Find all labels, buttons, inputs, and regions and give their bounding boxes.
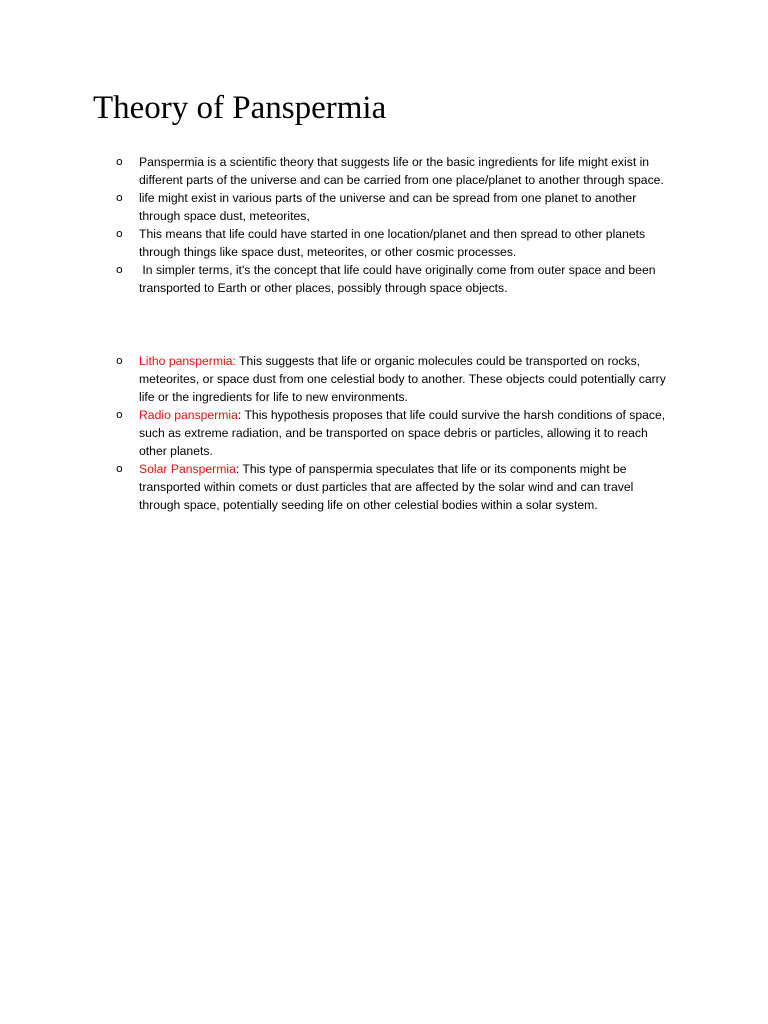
hollow-circle-bullet-icon: o — [116, 155, 123, 168]
term-description: This suggests that life or organic molecules could be transported on rocks, meteorites, or space dust from one celestial body to another. These objects could potentially carry life or the ingredients for life to new environments. — [139, 354, 666, 404]
hollow-circle-bullet-icon: o — [116, 263, 123, 276]
list-item-text: life might exist in various parts of the universe and can be spread from one planet to another through space dust, meteorites, — [139, 191, 637, 223]
hollow-circle-bullet-icon: o — [116, 227, 123, 240]
term-litho-panspermia: Litho panspermia: — [139, 354, 236, 368]
term-description: : This type of panspermia speculates that life or its components might be transported within comets or dust particles that are affected by the solar wind and can travel through space, potentially seeding life on other celestial bodies within a solar system. — [139, 462, 634, 512]
panspermia-types-list — [0, 352, 768, 514]
list-item-litho-panspermia — [0, 352, 768, 406]
list-item — [0, 261, 768, 297]
list-item — [0, 153, 768, 189]
list-item — [0, 225, 768, 261]
hollow-circle-bullet-icon: o — [116, 354, 123, 367]
list-item-text: Panspermia is a scientific theory that suggests life or the basic ingredients for life might exist in different parts of the universe and can be carried from one place/planet to another through space. — [139, 155, 664, 187]
term-radio-panspermia: Radio panspermia — [139, 408, 238, 422]
hollow-circle-bullet-icon: o — [116, 191, 123, 204]
list-item-text: This means that life could have started in one location/planet and then spread to other planets through things like space dust, meteorites, or other cosmic processes. — [139, 227, 646, 259]
intro-bullet-list — [0, 153, 768, 297]
list-item-text: In simpler terms, it's the concept that life could have originally come from outer space and been transported to Earth or other places, possibly through space objects. — [139, 263, 659, 295]
document-title: Theory of Panspermia — [93, 90, 387, 126]
hollow-circle-bullet-icon: o — [116, 408, 123, 421]
list-item-radio-panspermia — [0, 406, 768, 460]
term-description: : This hypothesis proposes that life could survive the harsh conditions of space, such as extreme radiation, and be transported on space debris or particles, allowing it to reach other planets. — [139, 408, 666, 458]
list-item-solar-panspermia — [0, 460, 768, 514]
hollow-circle-bullet-icon: o — [116, 462, 123, 475]
list-item — [0, 189, 768, 225]
term-solar-panspermia: Solar Panspermia — [139, 462, 236, 476]
